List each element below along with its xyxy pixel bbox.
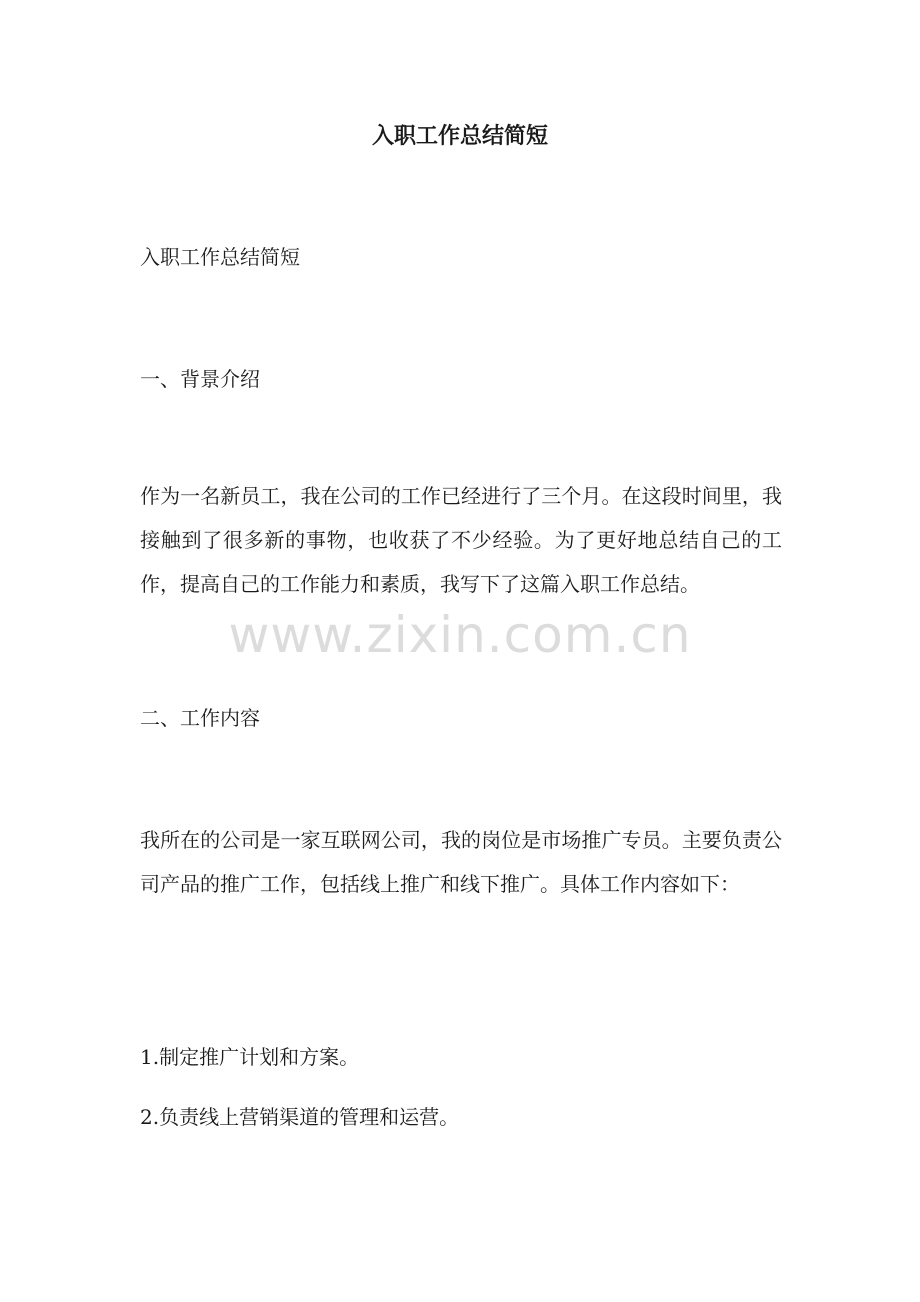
section-heading-background: 一、背景介绍 [140, 367, 260, 391]
paragraph-work-content: 我所在的公司是一家互联网公司，我的岗位是市场推广专员。主要负责公司产品的推广工作，包括线上推广和线下推广。具体工作内容如下： [140, 828, 782, 896]
list-item: 2.负责线上营销渠道的管理和运营。 [140, 1105, 460, 1129]
document-subtitle: 入职工作总结简短 [140, 245, 300, 269]
document-title: 入职工作总结简短 [371, 123, 548, 149]
section-heading-work-content: 二、工作内容 [140, 706, 260, 730]
list-item: 1.制定推广计划和方案。 [140, 1045, 360, 1069]
watermark: www.zixin.com.cn [228, 606, 692, 664]
paragraph-background: 作为一名新员工，我在公司的工作已经进行了三个月。在这段时间里，我接触到了很多新的事物，也收获了不少经验。为了更好地总结自己的工作，提高自己的工作能力和素质，我写下了这篇入职工作总结。 [140, 484, 782, 596]
